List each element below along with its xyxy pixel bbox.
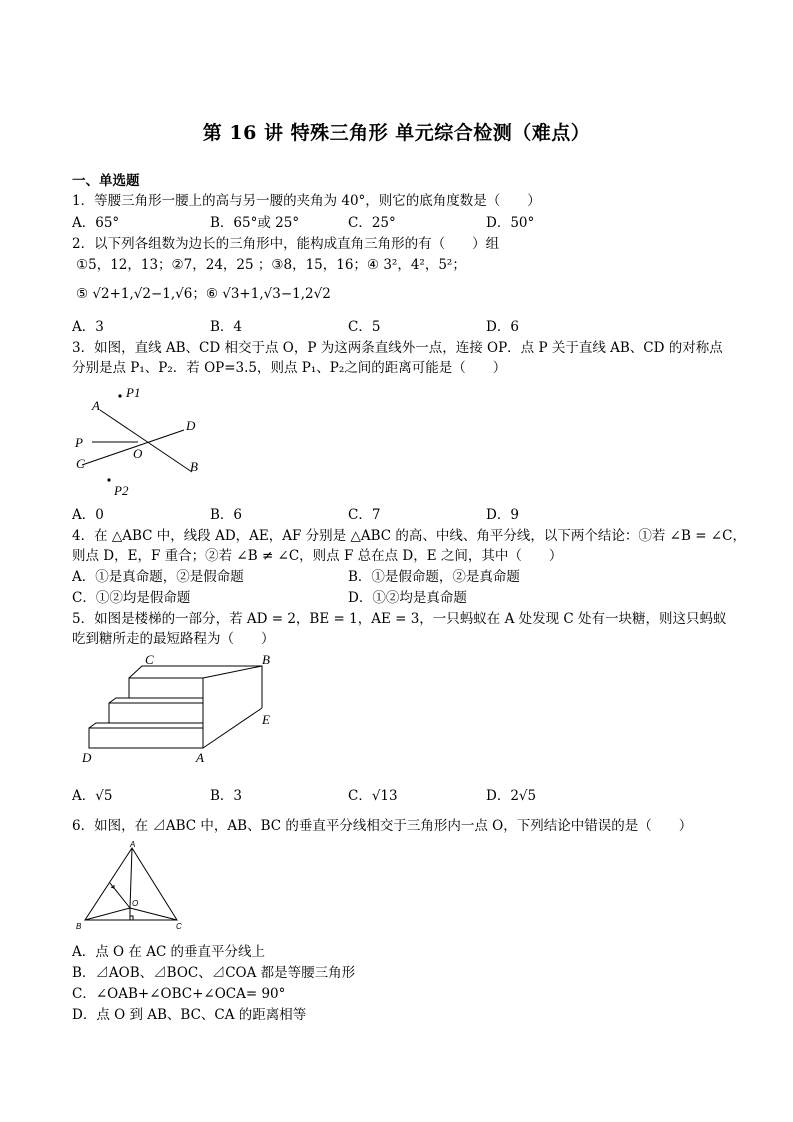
question-5-text-2: 吃到糖所走的最短路程为（ ） <box>72 631 275 647</box>
question-4-text-2: 则点 D，E，F 重合；②若 ∠B ≠ ∠C，则点 F 总在点 D，E 之间，其中（ ） <box>72 548 563 564</box>
question-4-text-1: 4．在 △ABC 中，线段 AD，AE，AF 分别是 △ABC 的高、中线、角平分线，以下两个结论：①若 ∠B = ∠C， <box>72 528 746 544</box>
label-e: E <box>262 712 270 727</box>
page-title: 第 16 讲 特殊三角形 单元综合检测（难点） <box>202 122 591 144</box>
question-3-text-2: 分别是点 P₁、P₂．若 OP=3.5，则点 P₁、P₂之间的距离可能是（ ） <box>72 360 507 376</box>
tread-2 <box>109 698 129 703</box>
q4-option-d: D．①②均是真命题 <box>348 590 467 606</box>
q5-option-c: C．√13 <box>348 788 398 804</box>
q4-option-b: B．①是假命题，②是真命题 <box>348 569 520 585</box>
q3-option-d: D．9 <box>486 507 519 523</box>
q3-option-c: C．7 <box>348 507 381 523</box>
tread-3 <box>129 666 262 708</box>
q5-option-b: B．3 <box>210 788 243 804</box>
segment-co <box>130 908 177 920</box>
q5-option-a: A．√5 <box>72 788 113 804</box>
point-p2 <box>107 478 110 481</box>
question-2-sets: ①5，12，13；②7，24，25 ；③8，15，16；④ 3²，4²，5²； <box>76 257 466 273</box>
figure-staircase <box>72 652 292 770</box>
step-front-2 <box>109 703 203 723</box>
q1-option-d: D．50° <box>486 215 535 231</box>
q1-option-a: A．65° <box>72 215 120 231</box>
point-p1 <box>118 394 121 397</box>
q2-option-a: A．3 <box>72 319 104 335</box>
question-2-roots: ⑤ √2+1,√2−1,√6；⑥ √3+1,√3−1,2√2 <box>76 286 331 302</box>
q2-option-b: B．4 <box>210 319 243 335</box>
label-a: A <box>196 750 204 765</box>
question-3-text-1: 3．如图，直线 AB、CD 相交于点 O，P 为这两条直线外一点，连接 OP．点 P 关于直线 AB、CD 的对称点 <box>72 340 723 356</box>
label-b: B <box>76 922 82 931</box>
q6-option-a: A．点 O 在 AC 的垂直平分线上 <box>72 944 266 960</box>
line-ab <box>100 410 192 472</box>
q4-option-a: A．①是真命题，②是假命题 <box>72 569 244 585</box>
figure-triangle-bisectors <box>72 840 192 935</box>
label-d: D <box>186 418 196 433</box>
step-front-3 <box>129 678 203 698</box>
label-o: O <box>132 899 139 908</box>
side-bottom-edge <box>203 708 262 748</box>
q3-option-b: B．6 <box>210 507 243 523</box>
q1-option-c: C．25° <box>348 215 396 231</box>
label-a: A <box>92 398 100 413</box>
label-a: A <box>130 840 136 849</box>
label-p1: P1 <box>126 385 141 400</box>
q4-option-c: C．①②均是假命题 <box>72 590 191 606</box>
q2-option-d: D．6 <box>486 319 519 335</box>
question-5-text-1: 5．如图是楼梯的一部分，若 AD = 2，BE = 1，AE = 3，一只蚂蚁在 A 处发现 C 处有一块糖，则这只蚂蚁 <box>72 611 727 627</box>
question-1-text: 1．等腰三角形一腰上的高与另一腰的夹角为 40°，则它的底角度数是（ ） <box>72 193 541 209</box>
side-top-edge <box>203 666 262 678</box>
step-front-1 <box>89 728 203 748</box>
question-2-text: 2．以下列各组数为边长的三角形中，能构成直角三角形的有（ ）组 <box>72 236 500 252</box>
question-6-text: 6．如图，在 ⊿ABC 中，AB、BC 的垂直平分线相交于三角形内一点 O，下列结论中错误的是（ ） <box>72 818 693 834</box>
q6-option-d: D．点 O 到 AB、BC、CA 的距离相等 <box>72 1007 307 1023</box>
label-p: P <box>75 435 83 450</box>
label-d: D <box>82 750 92 765</box>
figure-intersecting-lines <box>72 380 212 505</box>
q6-option-b: B．⊿AOB、⊿BOC、⊿COA 都是等腰三角形 <box>72 965 356 981</box>
label-c: C <box>176 922 182 931</box>
label-c: C <box>76 456 85 471</box>
q3-option-a: A．0 <box>72 507 104 523</box>
label-c: C <box>145 652 154 667</box>
q5-option-d: D．2√5 <box>486 788 537 804</box>
label-b: B <box>262 652 270 667</box>
q6-option-c: C．∠OAB+∠OBC+∠OCA= 90° <box>72 986 286 1002</box>
label-p2: P2 <box>114 483 129 498</box>
q1-option-b: B．65°或 25° <box>210 215 300 231</box>
tread-1 <box>89 723 109 728</box>
section-heading: 一、单选题 <box>72 173 140 189</box>
label-b: B <box>190 459 198 474</box>
label-o: O <box>133 446 143 461</box>
q2-option-c: C．5 <box>348 319 381 335</box>
bisector-ab <box>110 883 130 908</box>
